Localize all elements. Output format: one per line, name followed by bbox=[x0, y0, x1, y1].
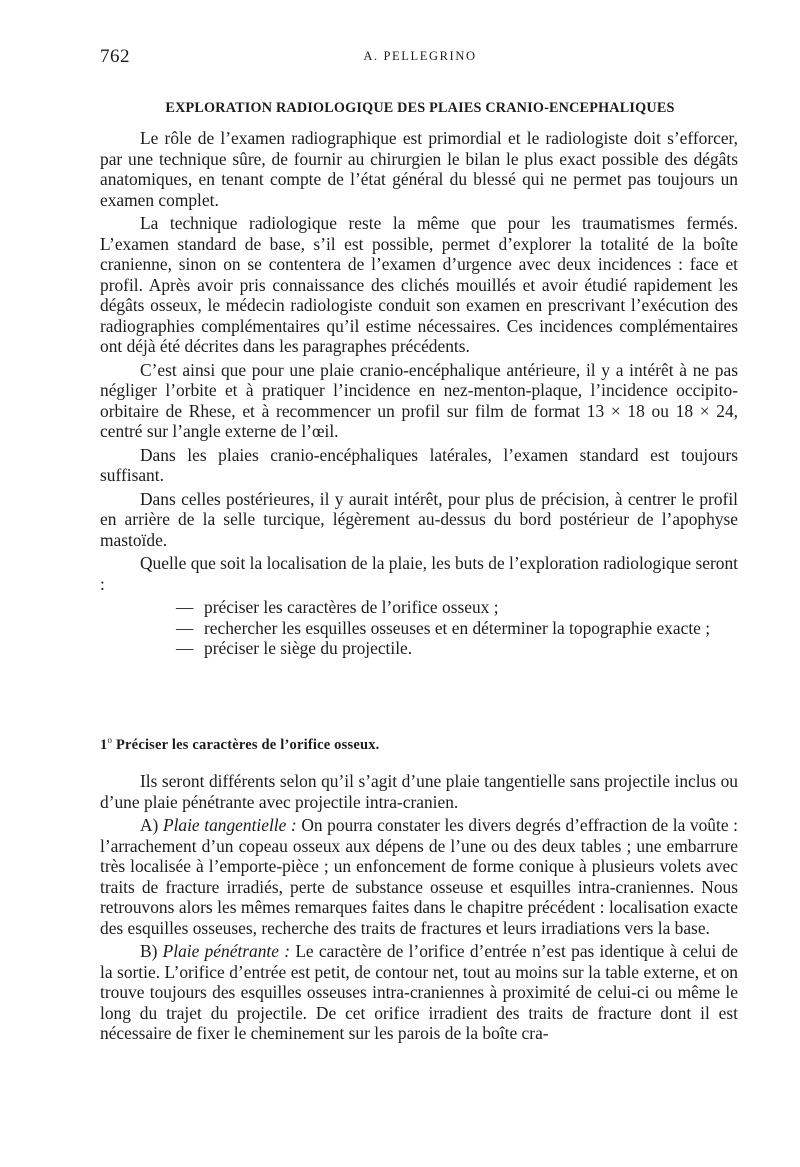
paragraph: Dans celles postérieures, il y aurait intérêt, pour plus de précision, à centrer le profil en arrière de la selle turcique, légèrement au-dessus du bord postérieur de l’apophyse mastoïde. bbox=[100, 488, 738, 550]
paragraph: C’est ainsi que pour une plaie cranio-encéphalique antérieure, il y a intérêt à ne pas négliger l’orbite et à pratiquer l’incidence en nez-menton-plaque, l’incidence occipito-orbitaire de Rhese, et à recommencer un profil sur film de format 13 × 18 ou 18 × 24, centré sur l’angle externe de l’œil. bbox=[100, 359, 738, 441]
paragraph: La technique radiologique reste la même que pour les traumatismes fermés. L’examen standard de base, s’il est possible, permet d’explorer la totalité de la boîte cranienne, sinon on se contentera de l’examen d’urgence avec deux incidences : face et profil. Après avoir pris connaissance des clichés mouillés et avoir étudié rapidement les dégâts osseux, le médecin radiologiste conduit son examen en prescrivant l’exécution des radiographies complémentaires qu’il estime nécessaires. Ces incidences complémentaires ont déjà été décrites dans les paragraphes précédents. bbox=[100, 213, 738, 356]
item-text: On pourra constater les divers degrés d’effraction de la voûte : l’arrachement d’un copeau osseux aux dépens de l’une ou des deux tables ; une embarrure très localisée à l’emporte-pièce ; un enfoncement de forme conique à plusieurs volets avec traits de fracture irradiés, perte de substance osseuse et esquilles intra-craniennes. Nous retrouvons alors les mêmes remarques faites dans le chapitre précédent : localisation exacte des esquilles osseuses, recherche des traits de fractures et leurs irradiations vers la base. bbox=[100, 815, 738, 938]
list-item bbox=[100, 638, 738, 659]
paragraph: Le rôle de l’examen radiographique est primordial et le radiologiste doit s’efforcer, par une technique sûre, de fournir au chirurgien le bilan le plus exact possible des dégâts anatomiques, en tenant compte de l’état général du blessé qui ne permet pas toujours un examen complet. bbox=[100, 128, 738, 210]
paragraph: Quelle que soit la localisation de la plaie, les buts de l’exploration radiologique seront : bbox=[100, 553, 738, 594]
dash-bullet: — bbox=[176, 638, 194, 658]
intro-text bbox=[100, 128, 738, 659]
item-label: A) bbox=[140, 815, 159, 835]
paragraph-a bbox=[100, 815, 738, 938]
paragraph-b bbox=[100, 941, 738, 1044]
list-item-text: rechercher les esquilles osseuses et en déterminer la topographie exacte ; bbox=[204, 617, 711, 638]
item-text: Le caractère de l’orifice d’entrée n’est pas identique à celui de la sortie. L’orifice d’entrée est petit, de contour net, tout au moins sur la table externe, et on trouve toujours des esquilles osseuses intra-craniennes à proximité de celui-ci ou même le long du trajet du projectile. De cet orifice irradient des traits de fracture dont il est nécessaire de fixer le cheminement sur les parois de la boîte cra- bbox=[100, 941, 738, 1043]
list-item bbox=[100, 618, 738, 639]
subsection-text bbox=[100, 771, 738, 1047]
dash-bullet: — bbox=[176, 597, 194, 617]
list-item-text: préciser le siège du projectile. bbox=[204, 638, 413, 658]
paragraph: Ils seront différents selon qu’il s’agit d’une plaie tangentielle sans projectile inclus ou d’une plaie pénétrante avec projectile intra-cranien. bbox=[100, 771, 738, 812]
subsection-title: Préciser les caractères de l’orifice osseux. bbox=[115, 736, 380, 753]
dash-bullet: — bbox=[176, 617, 194, 638]
item-title: Plaie pénétrante : bbox=[162, 941, 291, 961]
page-header bbox=[100, 46, 740, 70]
list-item bbox=[100, 597, 738, 618]
subsection-heading bbox=[100, 735, 380, 754]
item-title: Plaie tangentielle : bbox=[162, 815, 297, 835]
page-number: 762 bbox=[100, 46, 130, 67]
section-title: EXPLORATION RADIOLOGIQUE DES PLAIES CRANIO-ENCEPHALIQUES bbox=[165, 100, 675, 116]
subsection-number-suffix: o bbox=[107, 735, 113, 745]
item-label: B) bbox=[140, 941, 158, 961]
paragraph: Dans les plaies cranio-encéphaliques latérales, l’examen standard est toujours suffisant. bbox=[100, 444, 738, 485]
running-head: A. PELLEGRINO bbox=[363, 49, 477, 63]
subsection-number: 1 bbox=[100, 736, 108, 753]
list-item-text: préciser les caractères de l’orifice osseux ; bbox=[204, 597, 499, 617]
goals-list bbox=[100, 597, 738, 659]
